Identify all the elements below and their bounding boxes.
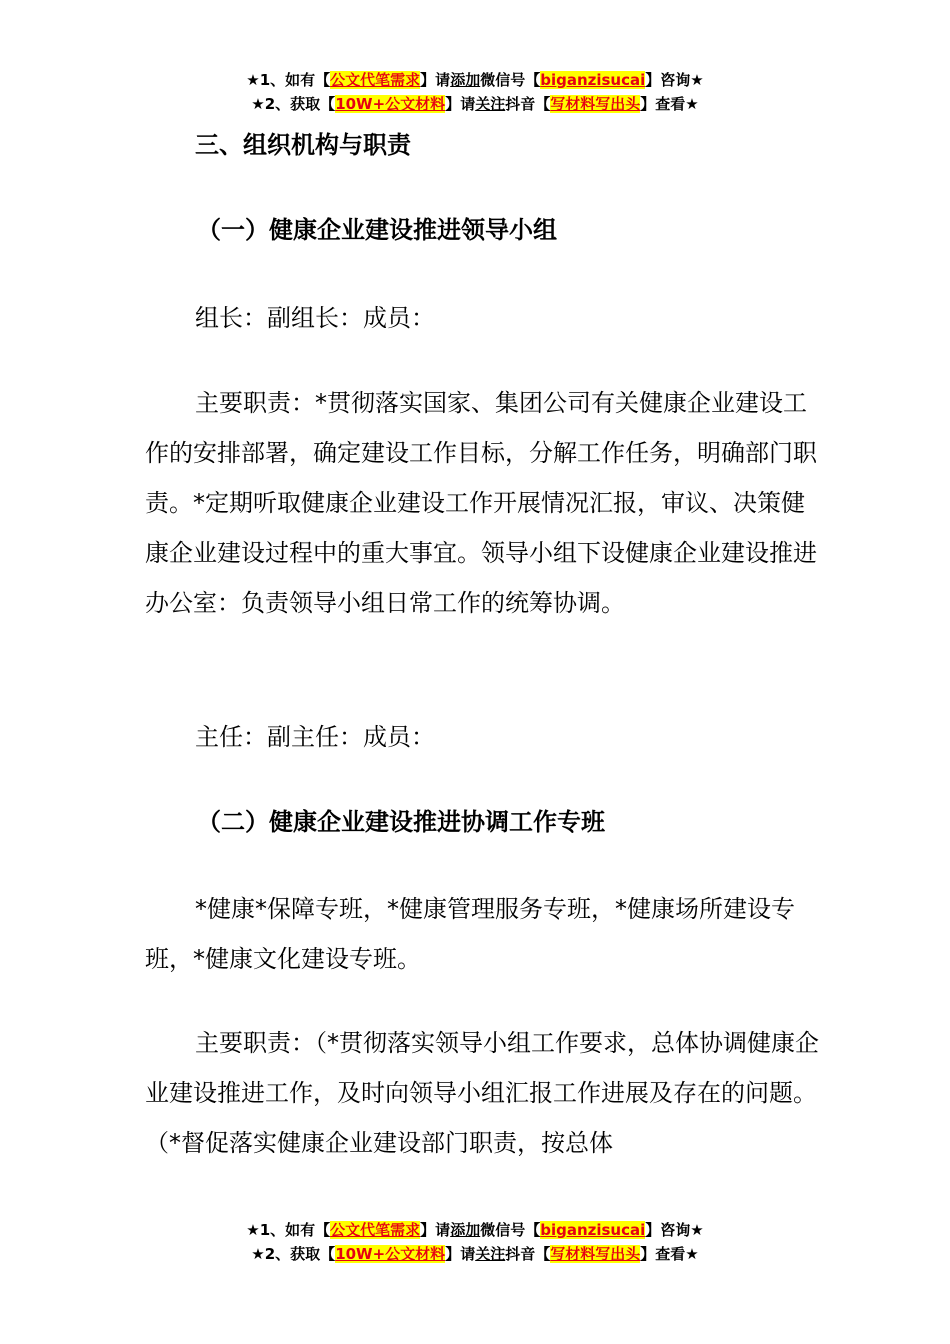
banner-text: 抖音【 (505, 95, 551, 113)
teams-paragraph: *健康*保障专班，*健康管理服务专班，*健康场所建设专班，*健康文化建设专班。 (145, 895, 795, 973)
highlight-douyin-account: 写材料写出头 (550, 95, 641, 113)
leaders-line-2: 主任：副主任：成员： (195, 723, 435, 751)
banner-text: 】请 (420, 71, 451, 89)
banner-text: ★2、获取【 (251, 95, 336, 113)
banner-text: 】请 (420, 1221, 451, 1239)
highlight-service: 公文代笔需求 (330, 71, 421, 89)
banner-emphasis: 添加 (450, 1221, 481, 1239)
banner-text: 微信号【 (480, 71, 541, 89)
banner-text: 】咨询★ (645, 71, 704, 89)
banner-text: ★1、如有【 (246, 71, 331, 89)
section-title: 三、组织机构与职责 (195, 131, 411, 159)
banner-text: 】查看★ (640, 95, 699, 113)
banner-emphasis: 关注 (475, 1245, 506, 1263)
subsection-title-2: （二）健康企业建设推进协调工作专班 (197, 808, 605, 836)
banner-text: 】查看★ (640, 1245, 699, 1263)
banner-emphasis: 关注 (475, 95, 506, 113)
duties-paragraph-1: 主要职责：*贯彻落实国家、集团公司有关健康企业建设工作的安排部署，确定建设工作目标，分解工作任务，明确部门职责。*定期听取健康企业建设工作开展情况汇报，审议、决策健康企业建设过程中的重大事宜。领导小组下设健康企业建设推进办公室：负责领导小组日常工作的统筹协调。 (145, 389, 817, 617)
banner-line-2 (0, 1242, 950, 1266)
highlight-wechat-id: biganzisucai (540, 1221, 646, 1239)
highlight-materials: 10W+公文材料 (335, 1245, 446, 1263)
banner-text: ★1、如有【 (246, 1221, 331, 1239)
highlight-wechat-id: biganzisucai (540, 71, 646, 89)
subsection-title-1: （一）健康企业建设推进领导小组 (197, 216, 557, 244)
highlight-service: 公文代笔需求 (330, 1221, 421, 1239)
header-banner (0, 68, 950, 116)
banner-emphasis: 添加 (450, 71, 481, 89)
banner-text: 】咨询★ (645, 1221, 704, 1239)
footer-banner (0, 1218, 950, 1266)
banner-text: 抖音【 (505, 1245, 551, 1263)
banner-text: 】请 (445, 95, 476, 113)
banner-text: 】请 (445, 1245, 476, 1263)
highlight-douyin-account: 写材料写出头 (550, 1245, 641, 1263)
banner-text: 微信号【 (480, 1221, 541, 1239)
highlight-materials: 10W+公文材料 (335, 95, 446, 113)
banner-line-1 (0, 68, 950, 92)
banner-line-1 (0, 1218, 950, 1242)
leaders-line-1: 组长：副组长：成员： (195, 304, 435, 332)
duties-paragraph-2: 主要职责：（*贯彻落实领导小组工作要求，总体协调健康企业建设推进工作，及时向领导小组汇报工作进展及存在的问题。（*督促落实健康企业建设部门职责，按总体 (145, 1029, 819, 1157)
banner-line-2 (0, 92, 950, 116)
banner-text: ★2、获取【 (251, 1245, 336, 1263)
